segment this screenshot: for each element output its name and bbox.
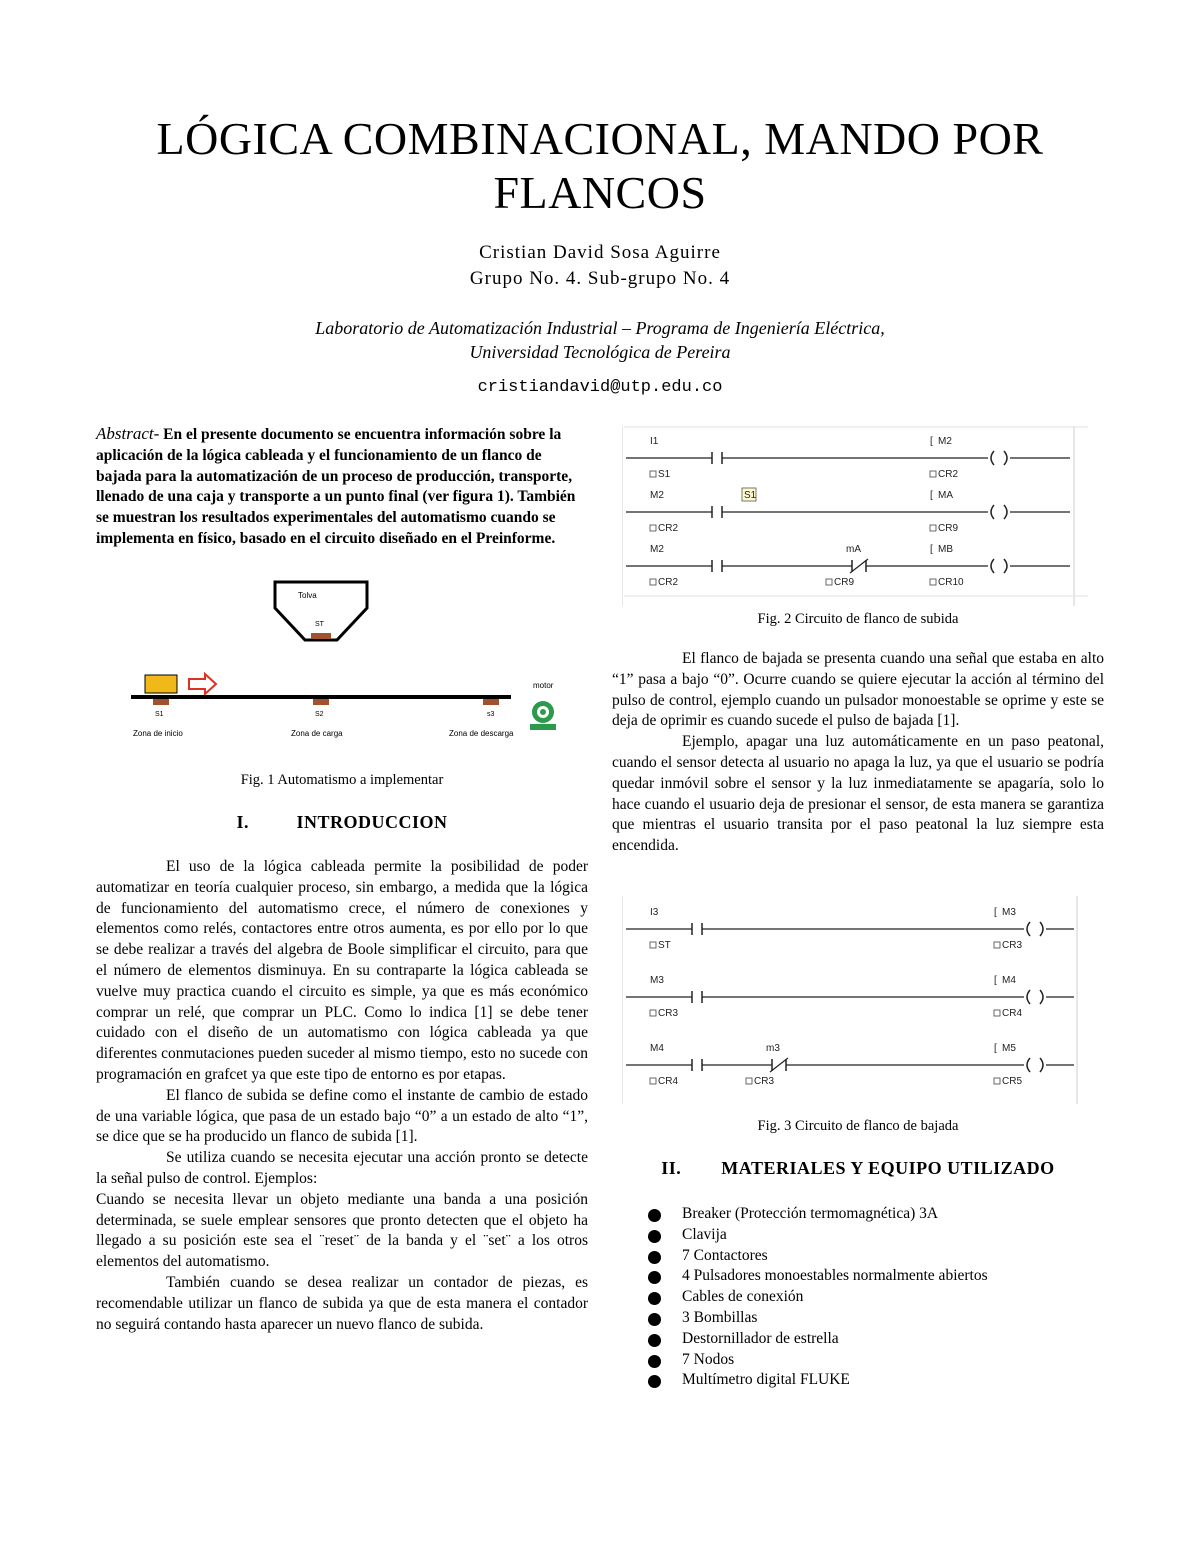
figure-2-caption: Fig. 2 Circuito de flanco de subida bbox=[757, 611, 959, 627]
intro-paragraph-3: Se utiliza cuando se necesita ejecutar una acción pronto se detecte la señal pulso de control. Ejemplos: bbox=[96, 1149, 588, 1187]
coil-output bbox=[1027, 922, 1030, 936]
address-marker bbox=[650, 1078, 656, 1084]
st-label: ST bbox=[315, 621, 324, 628]
author-name: Cristian David Sosa Aguirre bbox=[479, 242, 721, 263]
contact-reference: CR3 bbox=[658, 1008, 679, 1019]
section-1-heading bbox=[96, 812, 588, 833]
product-box bbox=[145, 675, 177, 693]
address-marker bbox=[650, 471, 656, 477]
coil-reference: CR9 bbox=[938, 523, 959, 534]
address-marker bbox=[930, 579, 936, 585]
coil-output bbox=[991, 559, 994, 573]
list-item: Clavija bbox=[650, 1225, 1100, 1246]
coil-bracket: [ bbox=[930, 490, 933, 501]
affiliation-block bbox=[100, 316, 1100, 364]
coil-output bbox=[1004, 451, 1007, 465]
coil-output bbox=[1027, 1058, 1030, 1072]
coil-output bbox=[991, 505, 994, 519]
contact-address: I3 bbox=[650, 907, 659, 918]
st-sensor bbox=[311, 633, 331, 639]
section-2-title: MATERIALES Y EQUIPO UTILIZADO bbox=[721, 1158, 1055, 1178]
conveyor-belt bbox=[131, 695, 511, 699]
arrow-icon bbox=[189, 674, 216, 694]
coil-output bbox=[991, 451, 994, 465]
contact-address: mA bbox=[846, 544, 861, 555]
falling-edge-paragraph-1: El flanco de bajada se presenta cuando una señal que estaba en alto “1” pasa a bajo “0”. Ocurre cuando se quiere ejecutar la acción al término del pulso de control, ejemplo cuando un pulsador monoestable se oprime y este se deja de oprimir es cuando sucede el pulso de bajada [1]. bbox=[612, 650, 1104, 730]
coil-reference: CR3 bbox=[1002, 940, 1023, 951]
affiliation-line-1: Laboratorio de Automatización Industrial – Programa de Ingeniería Eléctrica, bbox=[315, 318, 885, 338]
author-block bbox=[100, 240, 1100, 292]
abstract-text: En el presente documento se encuentra información sobre la aplicación de la lógica cableada y el funcionamiento de un flanco de bajada para la automatización de un proceso de producción, transporte, llenado de una caja y transporte a un punto final (ver figura 1). También se muestran los resultados experimentales del automatismo cuando se implementa en físico, basado en el circuito diseñado en el Preinforme. bbox=[96, 426, 576, 547]
intro-paragraph-2: El flanco de subida se define como el instante de cambio de estado de una variable lógica, que pasa de un estado bajo “0” a un estado de alto “1”, se dice que se ha producido un flanco de subida [1]. bbox=[96, 1086, 588, 1146]
list-item: Destornillador de estrella bbox=[650, 1329, 1100, 1350]
contact-address: M3 bbox=[650, 975, 664, 986]
contact-reference: CR4 bbox=[658, 1076, 679, 1087]
sensor-s2 bbox=[313, 699, 329, 705]
author-email: cristiandavid@utp.edu.co bbox=[477, 378, 723, 397]
contact-address: M4 bbox=[650, 1043, 664, 1054]
figure-3-caption: Fig. 3 Circuito de flanco de bajada bbox=[757, 1118, 959, 1134]
s2-label: S2 bbox=[315, 711, 324, 718]
coil-output bbox=[1040, 990, 1043, 1004]
section-1-title: INTRODUCCION bbox=[296, 812, 448, 832]
contact-address: M2 bbox=[650, 544, 664, 555]
coil-address: M5 bbox=[1002, 1043, 1016, 1054]
list-item: 7 Contactores bbox=[650, 1246, 1100, 1267]
section-1-body bbox=[96, 857, 588, 1335]
s1-label: S1 bbox=[155, 711, 164, 718]
list-item: Breaker (Protección termomagnética) 3A bbox=[650, 1204, 1100, 1225]
contact-address: m3 bbox=[766, 1043, 780, 1054]
affiliation-line-2: Universidad Tecnológica de Pereira bbox=[469, 342, 731, 362]
ladder-rung bbox=[626, 544, 1070, 588]
coil-output bbox=[1040, 1058, 1043, 1072]
sensor-s1 bbox=[153, 699, 169, 705]
figure-2-ladder-diagram bbox=[622, 424, 1092, 610]
motor-label: motor bbox=[533, 681, 554, 690]
sensor-s3 bbox=[483, 699, 499, 705]
list-item: 3 Bombillas bbox=[650, 1308, 1100, 1329]
tag-box-label: S1 bbox=[744, 490, 757, 501]
intro-paragraph-4: Cuando se necesita llevar un objeto mediante una banda a una posición determinada, se suele emplear sensores que pronto detecten que el objeto ha llegado a su posición este sea el ¨reset¨ de la banda y el ¨set¨ a los otros elementos del automatismo. bbox=[96, 1190, 588, 1271]
address-marker bbox=[994, 942, 1000, 948]
coil-bracket: [ bbox=[994, 1043, 997, 1054]
zone-load-label: Zona de carga bbox=[291, 729, 343, 738]
list-item: Multímetro digital FLUKE bbox=[650, 1370, 1100, 1391]
coil-bracket: [ bbox=[994, 975, 997, 986]
ladder-rung bbox=[626, 907, 1074, 951]
address-marker bbox=[930, 525, 936, 531]
list-item: Cables de conexión bbox=[650, 1287, 1100, 1308]
coil-output bbox=[1027, 990, 1030, 1004]
coil-bracket: [ bbox=[994, 907, 997, 918]
contact-reference: CR3 bbox=[754, 1076, 775, 1087]
coil-bracket: [ bbox=[930, 544, 933, 555]
coil-address: M3 bbox=[1002, 907, 1016, 918]
ladder-rung bbox=[626, 975, 1074, 1019]
hopper-label: Tolva bbox=[298, 591, 317, 600]
intro-paragraph-1: El uso de la lógica cableada permite la posibilidad de poder automatizar en teoría cualquier proceso, sin embargo, a medida que la lógica de funcionamiento del automatismo crece, el número de conexiones y elementos como relés, contactores entre otros aumenta, es por ello por lo que se debe realizar a través del algebra de Boole simplificar el circuito, para que el número de elementos disminuya. En su contraparte la lógica cableada se vuelve muy practica cuando el circuito es simple, ya que es más económico comprar un relé, que comprar un PLC. Como lo indica [1] se debe tener cuidado con el diseño de un automatismo con lógica cableada ya que diferentes conmutaciones pueden suceder al mismo tiempo, esto no sucede con programación en grafcet ya que este tipo de entorno es por etapas. bbox=[96, 858, 588, 1083]
coil-bracket: [ bbox=[930, 436, 933, 447]
coil-output bbox=[1004, 505, 1007, 519]
address-marker bbox=[650, 942, 656, 948]
coil-output bbox=[1040, 922, 1043, 936]
figure-1-caption: Fig. 1 Automatismo a implementar bbox=[240, 772, 444, 788]
coil-address: MB bbox=[938, 544, 953, 555]
contact-address: I1 bbox=[650, 436, 659, 447]
coil-address: MA bbox=[938, 490, 953, 501]
ladder-rung bbox=[626, 436, 1070, 480]
author-group: Grupo No. 4. Sub-grupo No. 4 bbox=[469, 268, 731, 289]
falling-edge-paragraph-2: Ejemplo, apagar una luz automáticamente en un paso peatonal, cuando el sensor detecta al usuario no apaga la luz, ya que el usuario se podría quedar inmóvil sobre el sensor y la luz inmediatamente se apagaría, solo lo hace cuando el usuario deja de presionar el sensor, de esta manera se garantiza que mientras el usuario transita por el paso peatonal la luz siempre esta encendida. bbox=[612, 733, 1104, 855]
ladder-rung bbox=[626, 488, 1070, 534]
section-2-number: II. bbox=[661, 1158, 682, 1178]
address-marker bbox=[650, 579, 656, 585]
abstract-label: Abstract- bbox=[96, 424, 160, 443]
address-marker bbox=[994, 1010, 1000, 1016]
list-item: 7 Nodos bbox=[650, 1350, 1100, 1371]
figure-1-diagram bbox=[125, 578, 565, 748]
paper-title: LÓGICA COMBINACIONAL, MANDO POR FLANCOS bbox=[156, 113, 1044, 218]
abstract bbox=[96, 424, 588, 550]
coil-reference: CR2 bbox=[938, 469, 959, 480]
contact-address: M2 bbox=[650, 490, 664, 501]
contact-reference: CR9 bbox=[834, 577, 855, 588]
address-marker bbox=[994, 1078, 1000, 1084]
coil-output bbox=[1004, 559, 1007, 573]
intro-paragraph-5: También cuando se desea realizar un contador de piezas, es recomendable utilizar un flanco de subida ya que de esta manera el contador no seguirá contando hasta aparecer un nuevo flanco de subida. bbox=[96, 1273, 588, 1333]
s3-label: s3 bbox=[487, 711, 495, 718]
address-marker bbox=[650, 525, 656, 531]
address-marker bbox=[826, 579, 832, 585]
coil-address: M2 bbox=[938, 436, 952, 447]
right-text-block bbox=[612, 649, 1104, 857]
coil-address: M4 bbox=[1002, 975, 1016, 986]
coil-reference: CR5 bbox=[1002, 1076, 1023, 1087]
contact-reference: CR2 bbox=[658, 523, 679, 534]
ladder-rung bbox=[626, 1043, 1074, 1087]
zone-unload-label: Zona de descarga bbox=[449, 729, 514, 738]
section-1-number: I. bbox=[236, 812, 249, 832]
address-marker bbox=[930, 471, 936, 477]
coil-reference: CR10 bbox=[938, 577, 964, 588]
address-marker bbox=[650, 1010, 656, 1016]
motor-icon bbox=[530, 701, 556, 730]
figure-3-ladder-diagram bbox=[622, 894, 1092, 1108]
contact-reference: ST bbox=[658, 940, 671, 951]
materials-list bbox=[650, 1204, 1100, 1391]
address-marker bbox=[746, 1078, 752, 1084]
list-item: 4 Pulsadores monoestables normalmente abiertos bbox=[650, 1266, 1100, 1287]
contact-reference: S1 bbox=[658, 469, 671, 480]
zone-start-label: Zona de inicio bbox=[133, 729, 183, 738]
coil-reference: CR4 bbox=[1002, 1008, 1023, 1019]
contact-reference: CR2 bbox=[658, 577, 679, 588]
materials-list-block bbox=[650, 1204, 1100, 1391]
section-2-heading bbox=[612, 1158, 1104, 1179]
